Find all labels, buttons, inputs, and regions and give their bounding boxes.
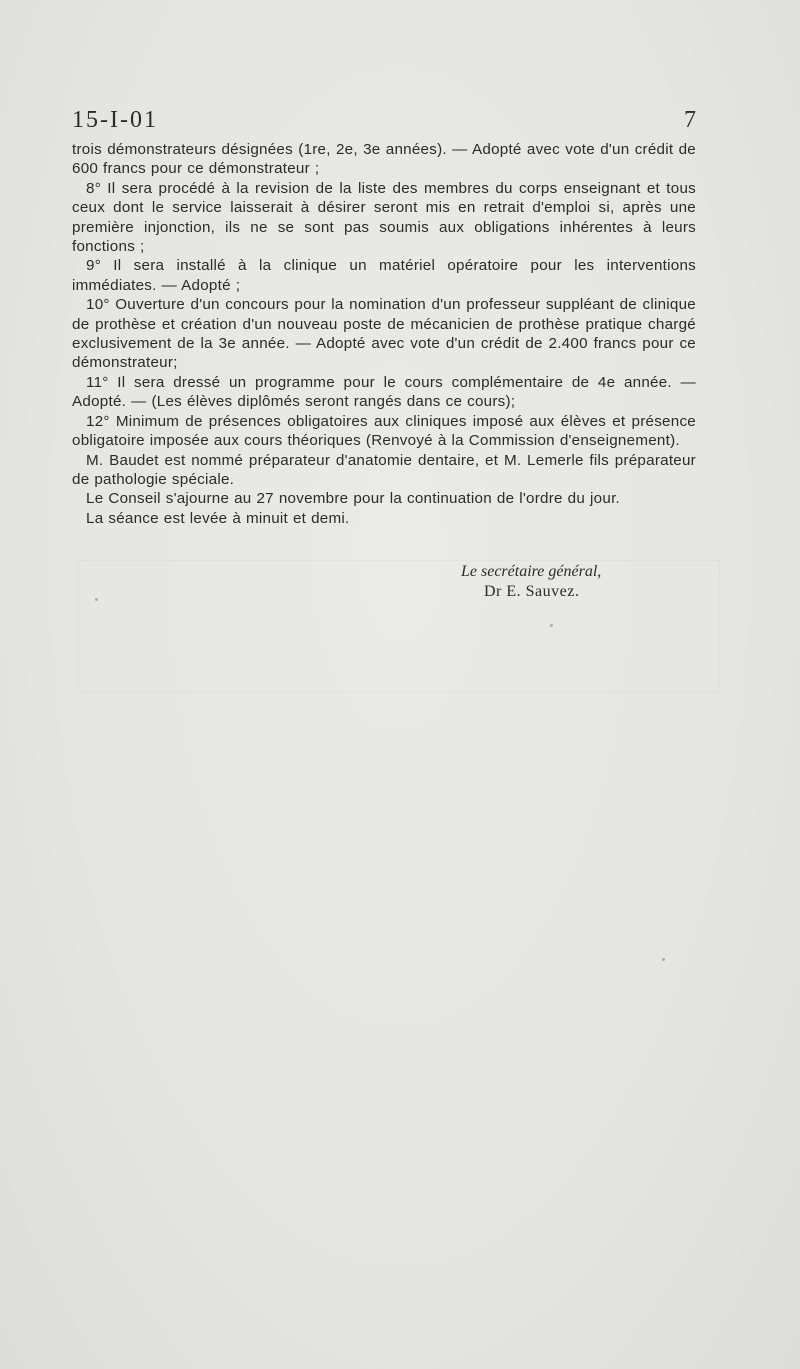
paragraph: M. Baudet est nommé préparateur d'anatomie dentaire, et M. Lemerle fils préparateur de pathologie spéciale. — [72, 451, 696, 488]
paper-speck — [662, 958, 665, 961]
paragraph: 9° Il sera installé à la clinique un matériel opératoire pour les interventions immédiates. — Adopté ; — [72, 257, 696, 294]
signature-name: Dr E. Sauvez. — [484, 583, 580, 600]
signature-title: Le secrétaire général, — [461, 563, 602, 580]
paragraph: trois démonstrateurs désignées (1re, 2e, 3e années). — Adopté avec vote d'un crédit de 600 francs pour ce démonstrateur ; — [72, 141, 696, 178]
paragraph: 8° Il sera procédé à la revision de la liste des membres du corps enseignant et tous ceux dont le service laisserait à désirer seront mis en retrait d'emploi si, après une première injonction, ils ne se sont pas soumis aux obligations inhérentes à leurs fonctions ; — [72, 179, 696, 256]
paragraph: 10° Ouverture d'un concours pour la nomination d'un professeur suppléant de clinique de prothèse et création d'un nouveau poste de mécanicien de prothèse pratique chargé exclusivement de la 3e année. — Adopté avec vote d'un crédit de 2.400 francs pour ce démonstrateur; — [72, 296, 696, 372]
paragraph: 12° Minimum de présences obligatoires aux cliniques imposé aux élèves et présence obligatoire imposée aux cours théoriques (Renvoyé à la Commission d'enseignement). — [72, 412, 696, 450]
signature-block — [460, 562, 696, 602]
paper-speck — [550, 624, 553, 627]
body-text — [72, 140, 696, 528]
page-number: 7 — [684, 107, 696, 133]
paragraph: 11° Il sera dressé un programme pour le cours complémentaire de 4e année. — Adopté. — (Les élèves diplômés seront rangés dans ce cours); — [72, 373, 696, 411]
paragraph: Le Conseil s'ajourne au 27 novembre pour la continuation de l'ordre du jour. — [86, 490, 621, 508]
running-header — [72, 107, 696, 135]
paper-speck — [95, 598, 98, 601]
date-code: 15-I-01 — [72, 107, 158, 133]
paragraph: La séance est levée à minuit et demi. — [86, 509, 350, 527]
